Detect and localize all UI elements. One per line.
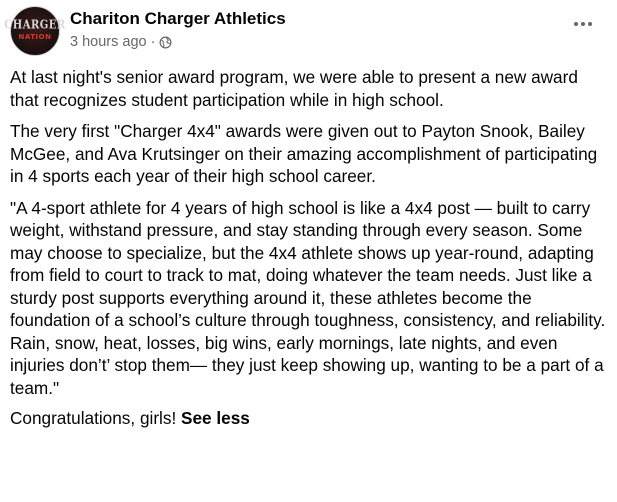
more-dot (574, 22, 578, 26)
page-avatar[interactable] (4, 6, 66, 56)
post-paragraph-3: "A 4-sport athlete for 4 years of high school is like a 4x4 post — built to carry weight, withstand pressure, and stay standing through every season. Some may choose to specialize, but the 4x4 athlete shows up year-round, adapting from field to court to track to mat, doing whatever the team needs. Just like a sturdy post supports everything around it, these athletes become the foundation of a school’s culture through toughness, consistency, and reliability. (10, 197, 606, 330)
more-options-icon[interactable] (569, 14, 597, 34)
post-paragraph-4: Rain, snow, heat, losses, big wins, early mornings, late nights, and even injuries don’t’ stop them— they just keep showing up, wanting to be a part of a team." (10, 332, 604, 398)
post-body (10, 66, 610, 439)
more-dot (581, 22, 585, 26)
post-timestamp[interactable]: 3 hours ago (70, 34, 147, 50)
post-paragraph-1: At last night's senior award program, we were able to present a new award that recognizes student participation while in high school. (10, 67, 578, 110)
avatar-logo-bottom: NATION (18, 32, 52, 41)
post-paragraph-2: The very first "Charger 4x4" awards were given out to Payton Snook, Bailey McGee, and Ava Krutsinger on their amazing accomplishment of participating in 4 sports each year of their high school career. (10, 121, 598, 186)
globe-icon[interactable] (159, 36, 172, 49)
see-less-button[interactable]: See less (181, 408, 250, 428)
more-dot (588, 22, 592, 26)
closing-text: Congratulations, girls! (10, 408, 177, 428)
post-closing (10, 407, 610, 430)
page-name-link[interactable]: Chariton Charger Athletics (70, 9, 286, 28)
avatar-logo-top: CHARGER (4, 18, 66, 32)
post-meta (70, 8, 286, 51)
post-header (4, 6, 286, 56)
separator-dot: · (150, 34, 156, 50)
post-subline (70, 33, 286, 51)
